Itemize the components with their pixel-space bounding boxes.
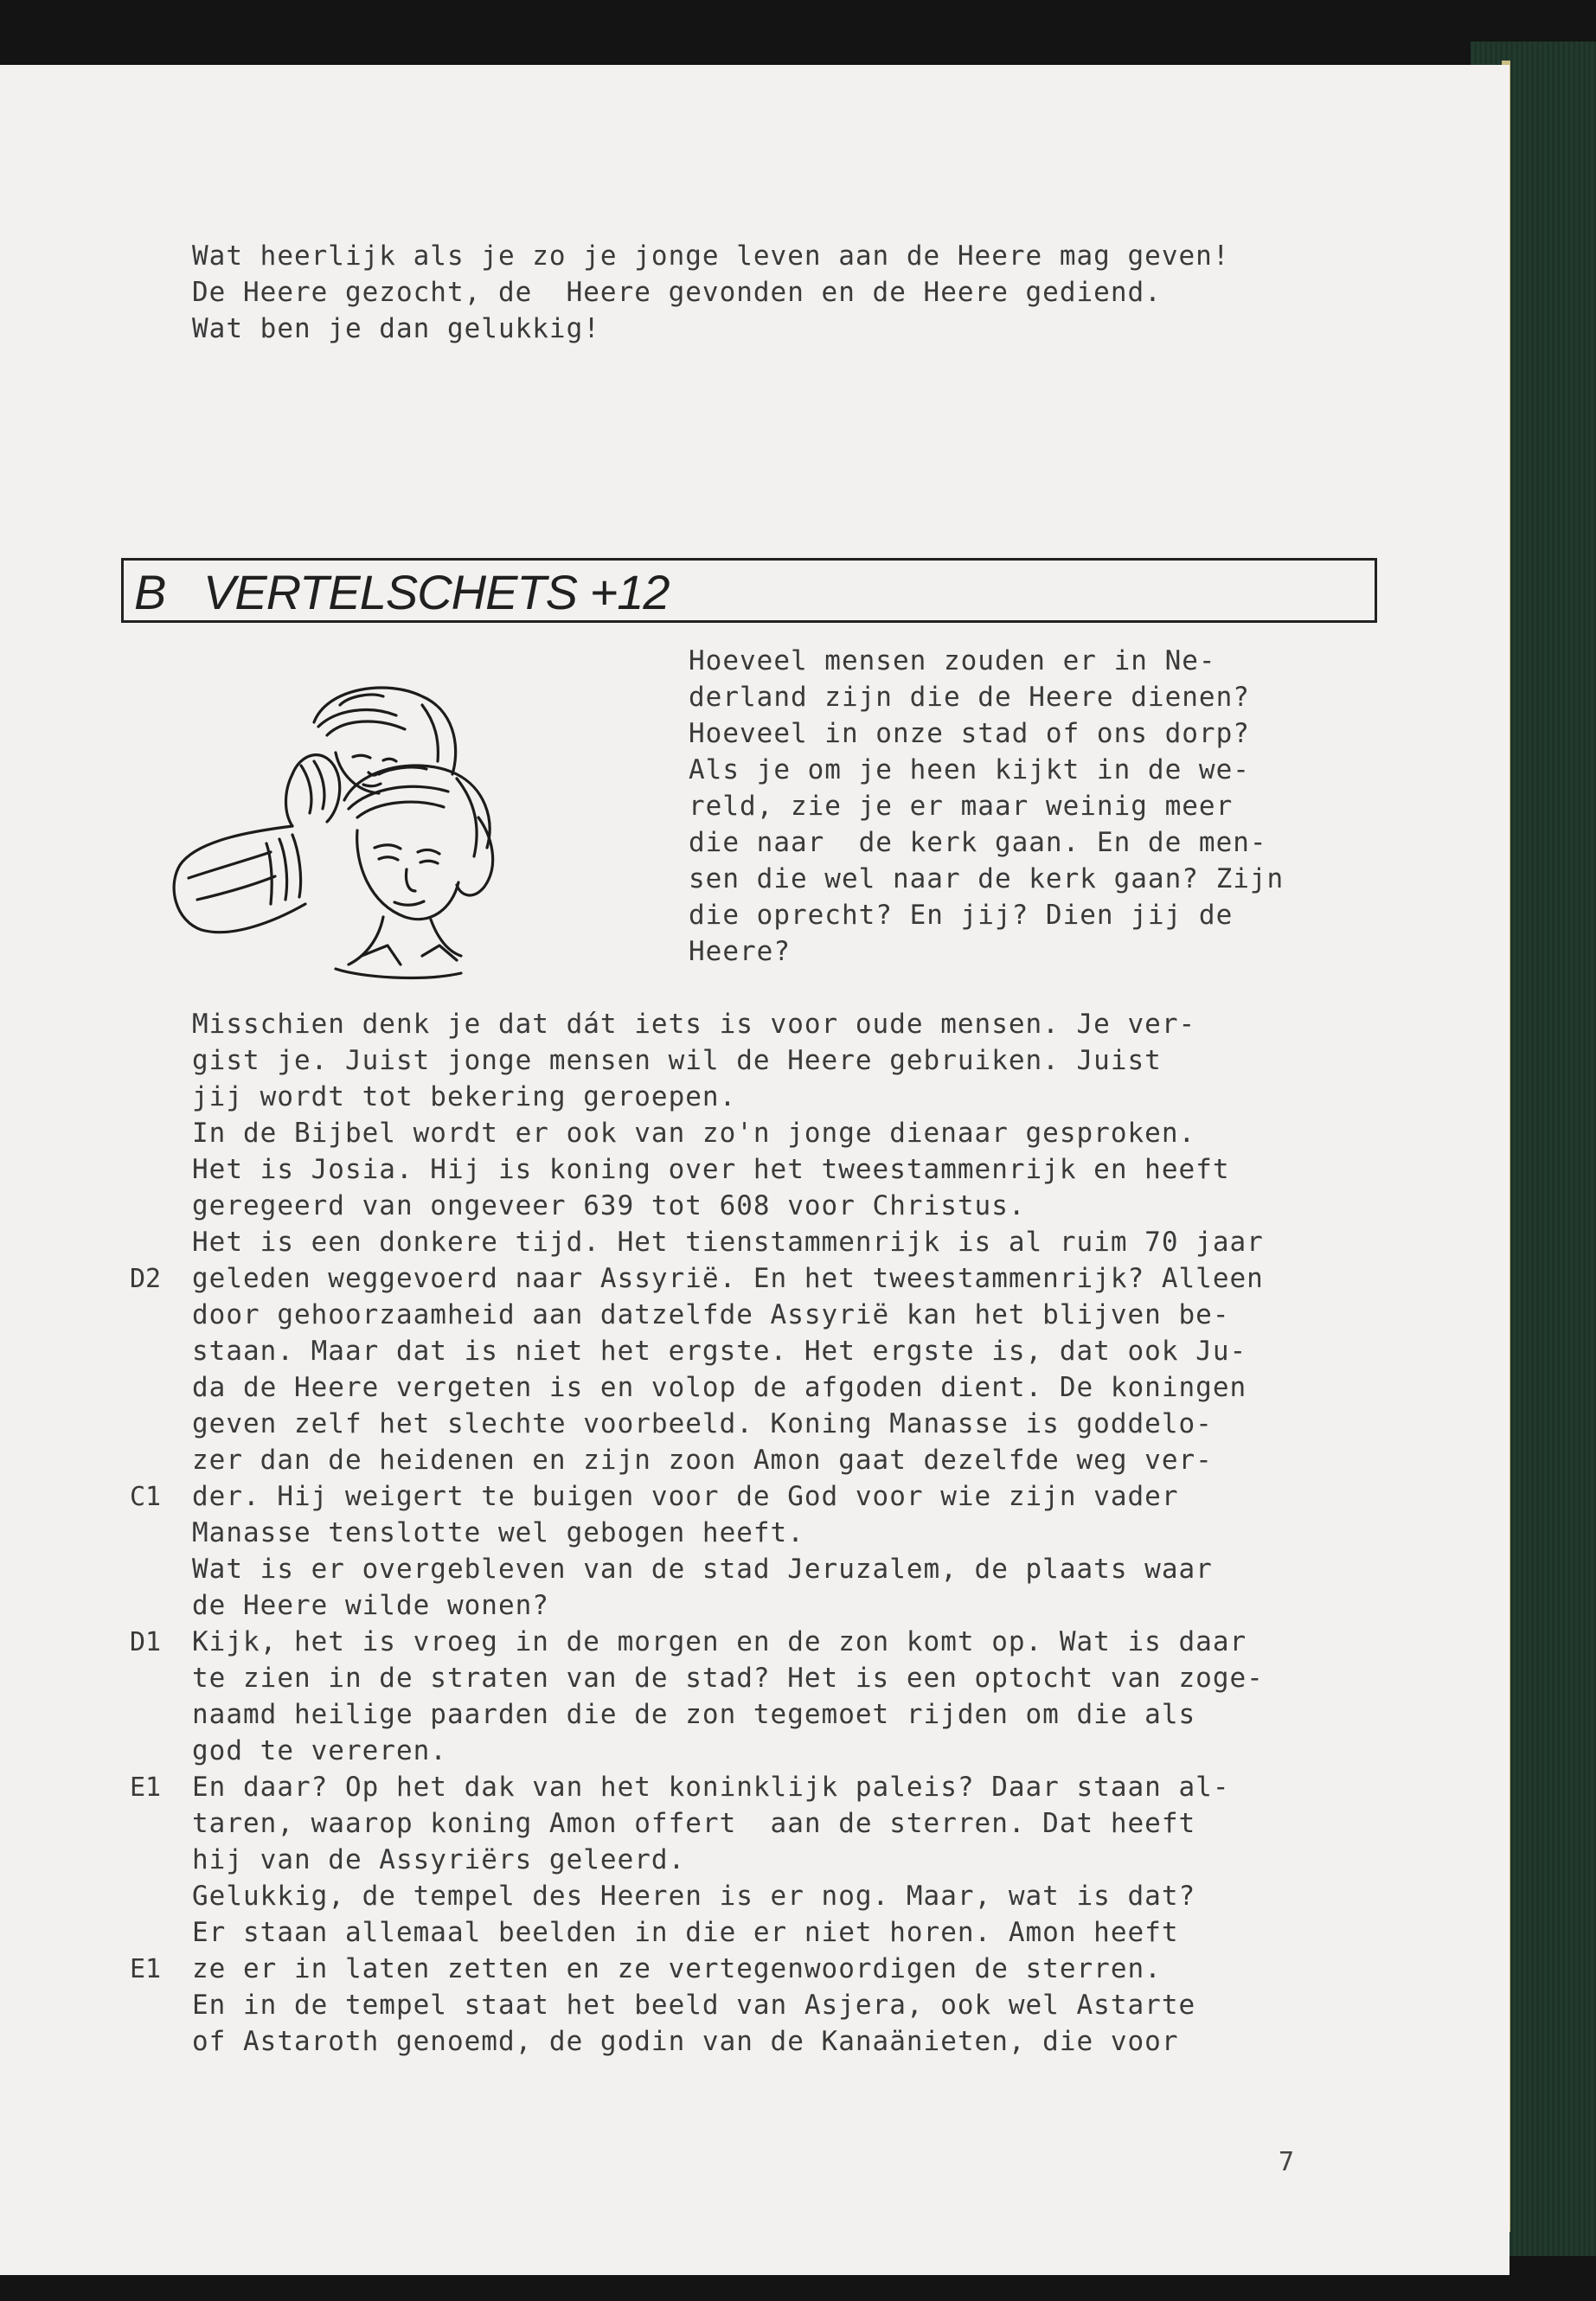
text-line: Gelukkig, de tempel des Heeren is er nog. Maar, wat is dat? [192, 1881, 1196, 1912]
text-line: Hoeveel mensen zouden er in Ne- [689, 645, 1216, 676]
text-line: derland zijn die de Heere dienen? [689, 682, 1250, 713]
text-line: Hoeveel in onze stad of ons dorp? [689, 718, 1250, 749]
text-line: Het is Josia. Hij is koning over het tweestammenrijk en heeft [192, 1154, 1230, 1185]
text-line: Kijk, het is vroeg in de morgen en de zon komt op. Wat is daar [192, 1626, 1247, 1657]
text-line: door gehoorzaamheid aan datzelfde Assyrië kan het blijven be- [192, 1299, 1230, 1330]
page-number: 7 [1279, 2147, 1295, 2177]
book-page [0, 65, 1509, 2275]
intro-paragraph [192, 238, 1229, 347]
text-line: Heere? [689, 936, 791, 967]
section-heading: B VERTELSCHETS +12 [134, 565, 670, 619]
text-line: geregeerd van ongeveer 639 tot 608 voor Christus. [192, 1190, 1026, 1221]
text-line: geleden weggevoerd naar Assyrië. En het tweestammenrijk? Alleen [192, 1263, 1264, 1294]
text-line: Wat heerlijk als je zo je jonge leven aan de Heere mag geven! [192, 240, 1230, 272]
text-line: naamd heilige paarden die de zon tegemoet rijden om die als [192, 1699, 1196, 1730]
text-line: reld, zie je er maar weinig meer [689, 791, 1234, 822]
margin-mark: E1 [130, 1954, 162, 1984]
text-line: zer dan de heidenen en zijn zoon Amon gaat dezelfde weg ver- [192, 1445, 1213, 1476]
body-text [192, 1006, 1264, 2060]
text-line: te zien in de straten van de stad? Het is een optocht van zoge- [192, 1663, 1264, 1694]
text-line: staan. Maar dat is niet het ergste. Het ergste is, dat ook Ju- [192, 1336, 1247, 1367]
text-line: de Heere wilde wonen? [192, 1590, 549, 1621]
text-line: Manasse tenslotte wel gebogen heeft. [192, 1517, 804, 1548]
text-line: geven zelf het slechte voorbeeld. Koning Manasse is goddelo- [192, 1408, 1213, 1439]
text-line: Wat ben je dan gelukkig! [192, 313, 600, 344]
text-line: of Astaroth genoemd, de godin van de Kanaänieten, die voor [192, 2026, 1179, 2057]
text-line: Misschien denk je dat dát iets is voor oude mensen. Je ver- [192, 1009, 1196, 1040]
text-line: En in de tempel staat het beeld van Asjera, ook wel Astarte [192, 1990, 1196, 2021]
margin-mark: D1 [130, 1627, 162, 1657]
text-line: En daar? Op het dak van het koninklijk paleis? Daar staan al- [192, 1772, 1230, 1803]
text-line: sen die wel naar de kerk gaan? Zijn [689, 863, 1285, 894]
section-heading-box [121, 558, 1377, 623]
text-line: die naar de kerk gaan. En de men- [689, 827, 1267, 858]
text-line: Er staan allemaal beelden in die er niet horen. Amon heeft [192, 1917, 1179, 1948]
text-line: hij van de Assyriërs geleerd. [192, 1844, 686, 1875]
text-line: De Heere gezocht, de Heere gevonden en de Heere gediend. [192, 277, 1162, 308]
side-text-paragraph [689, 643, 1284, 970]
text-line: da de Heere vergeten is en volop de afgoden dient. De koningen [192, 1372, 1247, 1403]
text-line: ze er in laten zetten en ze vertegenwoordigen de sterren. [192, 1953, 1162, 1984]
margin-mark: E1 [130, 1772, 162, 1803]
margin-mark: D2 [130, 1264, 162, 1294]
margin-mark: C1 [130, 1482, 162, 1512]
text-line: god te vereren. [192, 1735, 447, 1766]
text-line: In de Bijbel wordt er ook van zo'n jonge dienaar gesproken. [192, 1118, 1196, 1149]
two-children-praying-drawing-icon [163, 670, 578, 1008]
text-line: Wat is er overgebleven van de stad Jeruzalem, de plaats waar [192, 1554, 1213, 1585]
text-line: Het is een donkere tijd. Het tienstammenrijk is al ruim 70 jaar [192, 1227, 1264, 1258]
text-line: taren, waarop koning Amon offert aan de sterren. Dat heeft [192, 1808, 1196, 1839]
text-line: gist je. Juist jonge mensen wil de Heere gebruiken. Juist [192, 1045, 1162, 1076]
text-line: jij wordt tot bekering geroepen. [192, 1081, 737, 1112]
text-line: die oprecht? En jij? Dien jij de [689, 900, 1234, 931]
text-line: Als je om je heen kijkt in de we- [689, 754, 1250, 785]
text-line: der. Hij weigert te buigen voor de God voor wie zijn vader [192, 1481, 1179, 1512]
